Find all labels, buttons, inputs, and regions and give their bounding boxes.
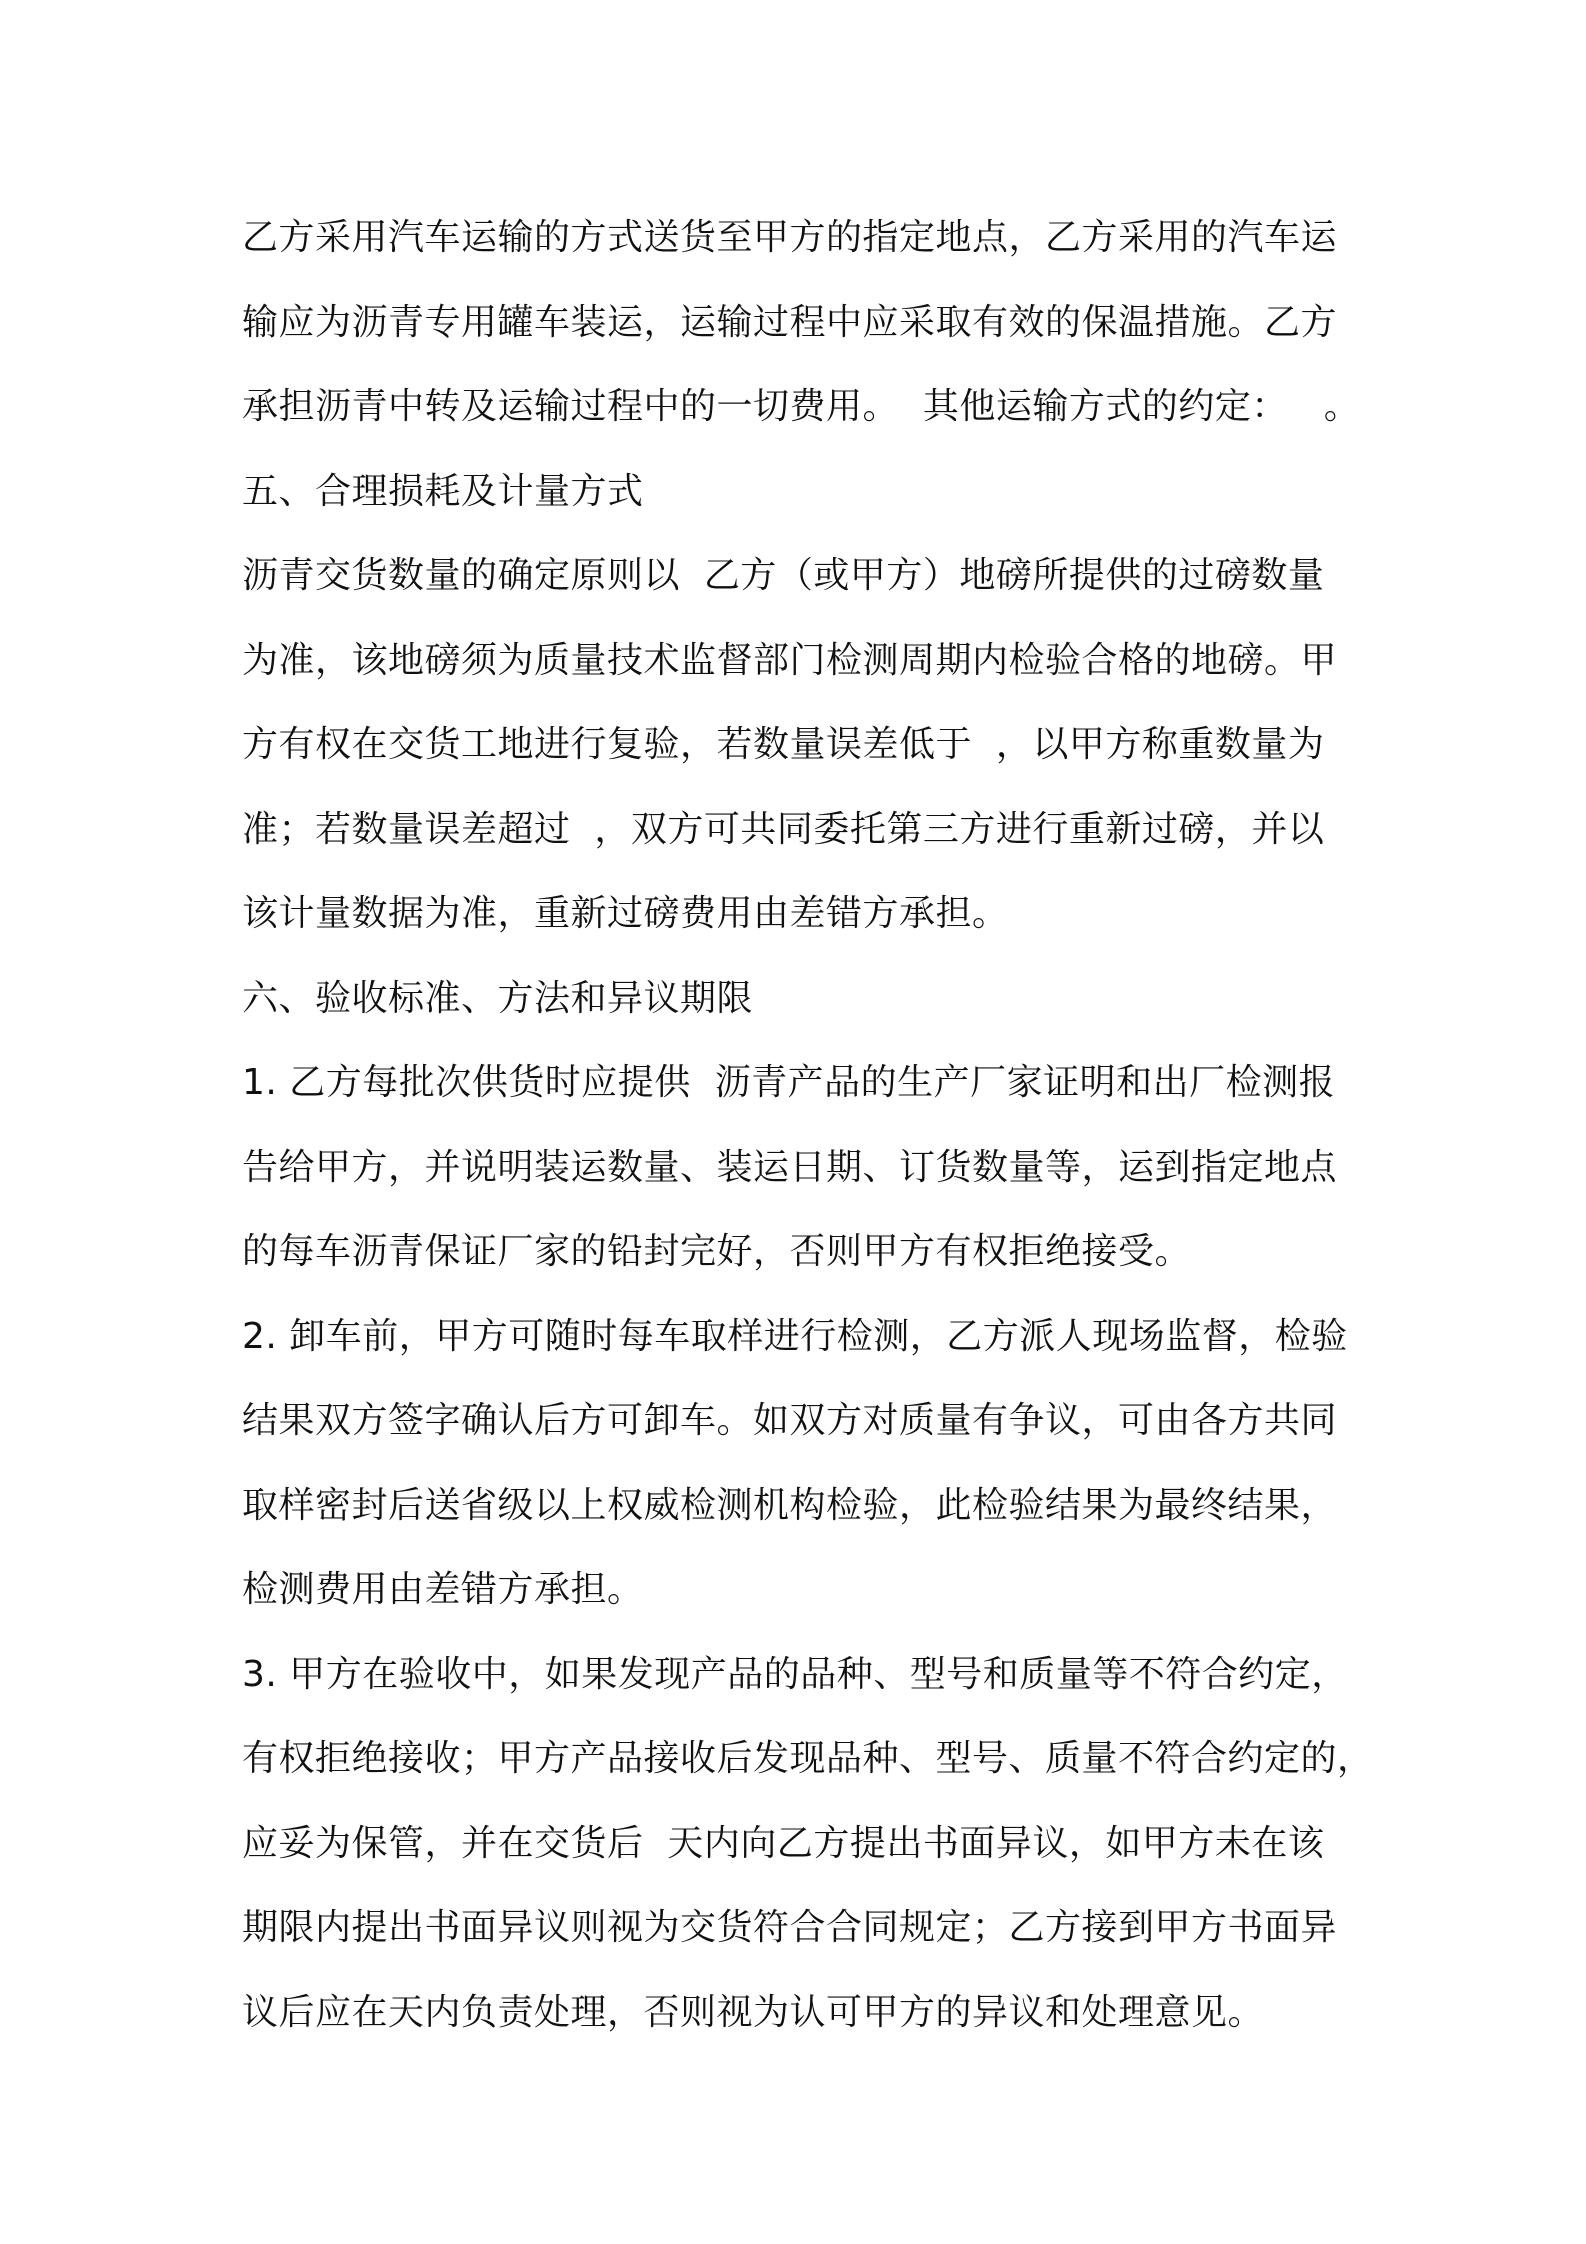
text-line: 沥青交货数量的确定原则以 乙方（或甲方）地磅所提供的过磅数量 <box>242 555 1325 596</box>
text-line: 乙方采用汽车运输的方式送货至甲方的指定地点，乙方采用的汽车运 <box>242 217 1338 258</box>
text-line: 取样密封后送省级以上权威检测机构检验，此检验结果为最终结果， <box>242 1484 1338 1526</box>
text-line: 的每车沥青保证厂家的铅封完好，否则甲方有权拒绝接受。 <box>242 1231 1192 1272</box>
text-line: 3. 甲方在验收中，如果发现产品的品种、型号和质量等不符合约定， <box>242 1653 1348 1695</box>
text-line: 1. 乙方每批次供货时应提供 沥青产品的生产厂家证明和出厂检测报 <box>242 1062 1336 1103</box>
text-line: 承担沥青中转及运输过程中的一切费用。 其他运输方式的约定： 。 <box>242 386 1361 427</box>
document-body <box>242 196 1374 2055</box>
section-heading: 五、合理损耗及计量方式 <box>242 470 644 512</box>
text-line: 输应为沥青专用罐车装运，运输过程中应采取有效的保温措施。乙方 <box>242 301 1338 343</box>
text-line: 检测费用由差错方承担。 <box>242 1569 644 1610</box>
text-line: 2. 卸车前，甲方可随时每车取样进行检测，乙方派人现场监督，检验 <box>242 1315 1348 1357</box>
text-line: 方有权在交货工地进行复验，若数量误差低于 ，以甲方称重数量为 <box>242 724 1325 765</box>
text-line: 结果双方签字确认后方可卸车。如双方对质量有争议，可由各方共同 <box>242 1400 1338 1441</box>
section-heading: 六、验收标准、方法和异议期限 <box>242 977 754 1019</box>
text-line: 告给甲方，并说明装运数量、装运日期、订货数量等，运到指定地点 <box>242 1146 1338 1188</box>
text-line: 该计量数据为准，重新过磅费用由差错方承担。 <box>242 893 1009 934</box>
text-line: 为准，该地磅须为质量技术监督部门检测周期内检验合格的地磅。甲 <box>242 639 1338 681</box>
text-line: 议后应在天内负责处理，否则视为认可甲方的异议和处理意见。 <box>242 1991 1265 2033</box>
text-line: 期限内提出书面异议则视为交货符合合同规定；乙方接到甲方书面异 <box>242 1907 1338 1948</box>
text-line: 有权拒绝接收；甲方产品接收后发现品种、型号、质量不符合约定的， <box>242 1738 1374 1779</box>
text-line: 应妥为保管，并在交货后 天内向乙方提出书面异议，如甲方未在该 <box>242 1822 1325 1864</box>
text-line: 准；若数量误差超过 ，双方可共同委托第三方进行重新过磅，并以 <box>242 808 1325 850</box>
